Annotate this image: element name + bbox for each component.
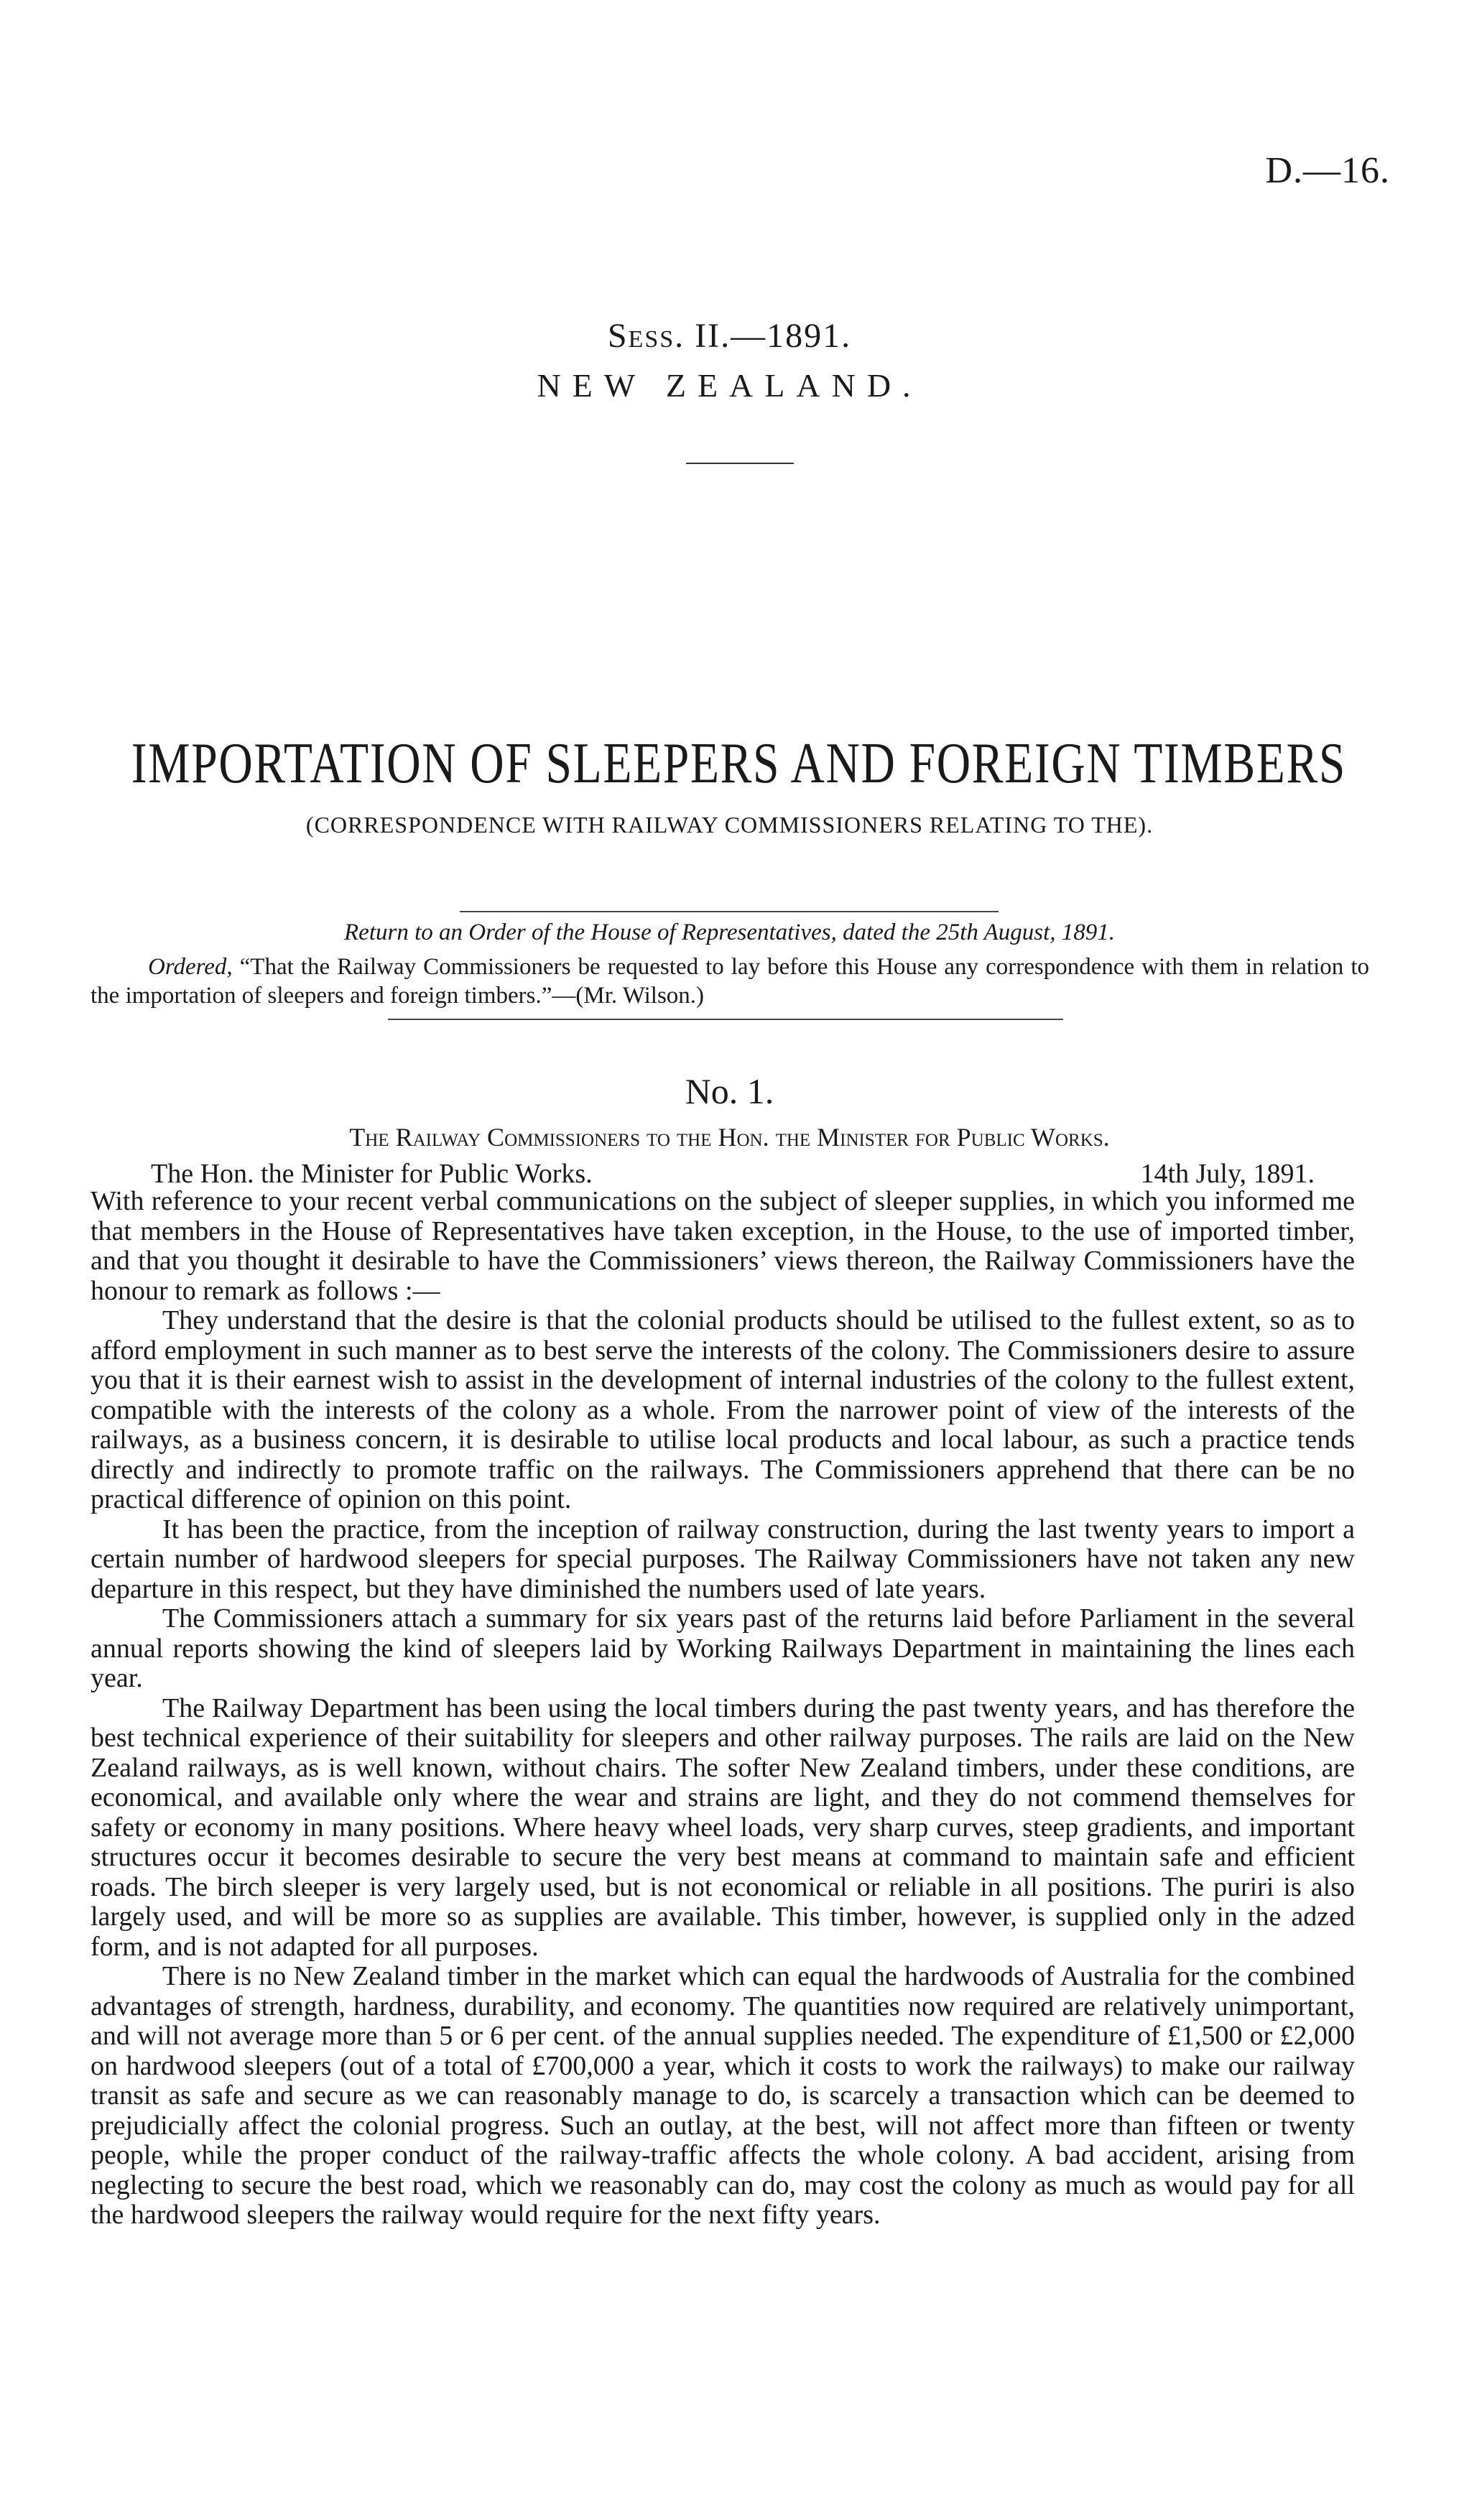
return-order-line: Return to an Order of the House of Representatives, dated the 25th August, 1891.	[344, 919, 1115, 945]
paragraph: The Commissioners attach a summary for six years past of the returns laid before Parliament in the several annual reports showing the kind of sleepers laid by Working Railways Department in maintaining the lines each year.	[91, 1603, 1355, 1693]
paragraph: They understand that the desire is that the colonial products should be utilised to the fullest extent, so as to afford employment in such manner as to best serve the interests of the colony. The Commissioners desire to assure you that it is their earnest wish to assist in the development of internal industries of the colony to the fullest extent, compatible with the interests of the colony as a whole. From the narrower point of view of the interests of the railways, as a business concern, it is desirable to utilise local products and local labour, as such a practice tends directly and indirectly to promote traffic on the railways. The Commissioners apprehend that there can be no practical difference of opinion on this point.	[91, 1305, 1355, 1514]
letter-addressee: The Hon. the Minister for Public Works.	[151, 1159, 593, 1189]
paragraph: There is no New Zealand timber in the market which can equal the hardwoods of Australia for the combined advantages of strength, hardness, durability, and economy. The quantities now required are relatively unimportant, and will not average more than 5 or 6 per cent. of the annual supplies needed. The expenditure of £1,500 or £2,000 on hardwood sleepers (out of a total of £700,000 a year, which it costs to work the railways) to make our railway transit as safe and secure as we can reasonably manage to do, is scarcely a transaction which can be deemed to prejudicially affect the colonial progress. Such an outlay, at the best, will not affect more than fifteen or twenty people, while the proper conduct of the railway-traffic affects the whole colony. A bad accident, arising from neglecting to secure the best road, which we reasonably can do, may cost the colony as much as would pay for all the hardwood sleepers the railway would require for the next fifty years.	[91, 1961, 1355, 2230]
letter-body	[91, 1187, 1355, 2231]
country-heading: NEW ZEALAND.	[537, 367, 922, 404]
letter-from-to: The Railway Commissioners to the Hon. the Minister for Public Works.	[349, 1123, 1110, 1152]
paragraph: The Railway Department has been using the local timbers during the past twenty years, and has therefore the best technical experience of their suitability for sleepers and other railway purposes. The rails are laid on the New Zealand railways, as is well known, without chairs. The softer New Zealand timbers, under these conditions, are economical, and available only where the wear and strains are light, and they do not commend themselves for safety or economy in many positions. Where heavy wheel loads, very sharp curves, steep gradients, and important structures occur it becomes desirable to secure the very best means at command to maintain safe and efficient roads. The birch sleeper is very largely used, but is not economical or reliable in all positions. The puriri is also largely used, and will be more so as supplies are available. This timber, however, is supplied only in the adzed form, and is not adapted for all purposes.	[91, 1692, 1355, 1962]
ordered-paragraph	[91, 953, 1369, 1010]
divider-top	[460, 911, 999, 912]
divider-short	[686, 463, 794, 464]
document-subtitle: (CORRESPONDENCE WITH RAILWAY COMMISSIONERS RELATING TO THE).	[305, 812, 1154, 838]
letter-date: 14th July, 1891.	[1140, 1159, 1315, 1189]
letter-number: No. 1.	[685, 1071, 774, 1111]
paragraph: With reference to your recent verbal communications on the subject of sleeper supplies, in which you informed me that members in the House of Representatives have taken exception, in the House, to the use of imported timber, and that you thought it desirable to have the Commissioners’ views thereon, the Railway Commissioners have the honour to remark as follows :—	[91, 1186, 1355, 1306]
ordered-text: “That the Railway Commissioners be requested to lay before this House any correspondence with them in relation to the importation of sleepers and foreign timbers.”—(Mr. Wilson.)	[91, 954, 1369, 1009]
session-line: Sess. II.—1891.	[607, 317, 852, 355]
document-reference: D.—16.	[1265, 150, 1390, 191]
ordered-word: Ordered,	[148, 954, 233, 980]
divider-bottom	[388, 1019, 1063, 1020]
document-title: IMPORTATION OF SLEEPERS AND FOREIGN TIMBERS	[131, 732, 1347, 795]
letter-address-line	[151, 1158, 1315, 1190]
paragraph: It has been the practice, from the inception of railway construction, during the last twenty years to import a certain number of hardwood sleepers for special purposes. The Railway Commissioners have not taken any new departure in this respect, but they have diminished the numbers used of late years.	[91, 1514, 1355, 1604]
